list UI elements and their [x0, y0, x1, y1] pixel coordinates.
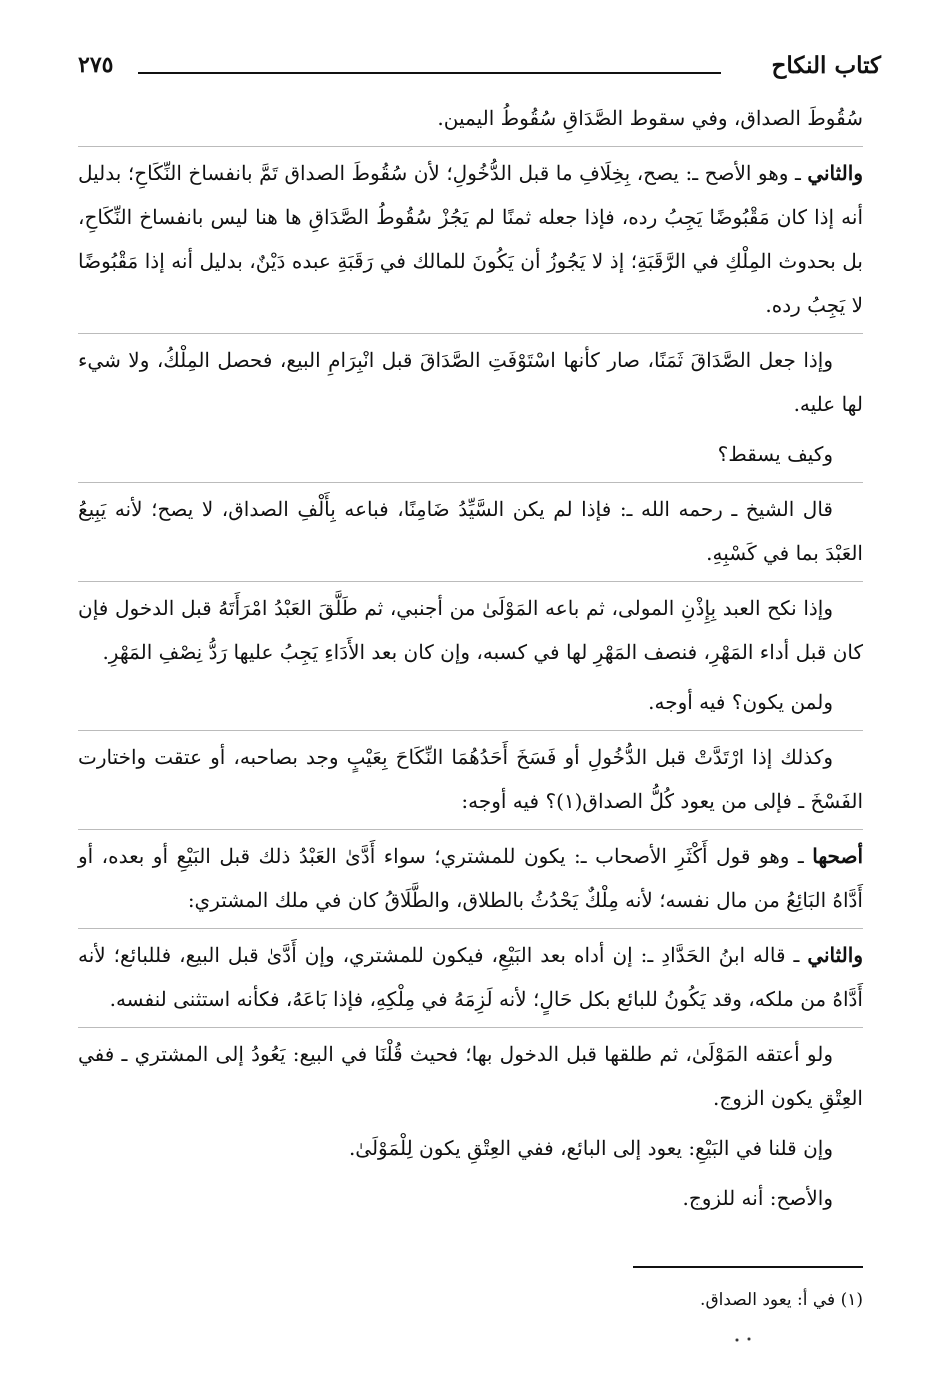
footnote: (١) في أ: يعود الصداق.	[700, 1290, 863, 1310]
paragraph-lead: والثاني	[807, 161, 863, 185]
paragraph: وكيف يسقط؟	[717, 442, 833, 466]
paragraph: ولمن يكون؟ فيه أوجه.	[648, 690, 833, 714]
paragraph: وإذا نكح العبد بِإِذْنِ المولى، ثم باعه المَوْلَىٰ من أجنبي، ثم طَلَّقَ العَبْدُ امْرَأَتَهُ قبل الدخول فإن كان قبل أداء المَهْرِ، فنصف المَهْرِ لها في كسبه، وإن كان بعد الأَدَاءِ يَجِبُ عليها رَدُّ نِصْفِ المَهْرِ.	[78, 581, 863, 674]
running-title: كتاب النكاح	[771, 52, 881, 79]
paragraph: أصحها ـ وهو قول أَكْثَرِ الأصحاب ـ: يكون للمشتري؛ سواء أَدَّىٰ العَبْدُ ذلك قبل البَيْعِ أو بعده، أو أَدَّاهُ البَائِعُ من مال نفسه؛ لأنه مِلْكٌ يَحْدُثُ بالطلاق، والطَّلَاقُ كان في ملك المشتري:	[78, 829, 863, 922]
page-number: ٢٧٥	[78, 52, 114, 78]
paragraph: وإذا جعل الصَّدَاقَ ثَمَنًا، صار كأنها اسْتَوْفَتِ الصَّدَاقَ قبل انْبِرَامِ البيع، فحصل المِلْكُ، ولا شيء لها عليه.	[78, 333, 863, 426]
paragraph: ولو أعتقه المَوْلَىٰ، ثم طلقها قبل الدخول بها؛ فحيث قُلْنَا في البيع: يَعُودُ إلى المشتري ـ ففي العِتْقِ يكون الزوج.	[78, 1027, 863, 1120]
paragraph-lead: والثاني	[807, 943, 863, 967]
footnote-rule	[633, 1266, 863, 1268]
paragraph: سُقُوطَ الصداق، وفي سقوط الصَّدَاقِ سُقُوطُ اليمين.	[437, 106, 863, 130]
main-text	[78, 96, 863, 1226]
paragraph: قال الشيخ ـ رحمه الله ـ: فإذا لم يكن السَّيِّدُ ضَامِنًا، فباعه بِأَلْفِ الصداق، لا يصح؛ لأنه يَبِيعُ العَبْدَ بما في كَسْبِهِ.	[78, 482, 863, 575]
paragraph: وإن قلنا في البَيْعِ: يعود إلى البائع، ففي العِتْقِ يكون لِلْمَوْلَىٰ.	[348, 1136, 833, 1160]
paragraph: وكذلك إذا ارْتَدَّتْ قبل الدُّخُولِ أو فَسَخَ أَحَدُهُمَا النِّكَاحَ بِعَيْبٍ وجد بصاحبه، أو عتقت واختارت الفَسْخَ ـ فإلى من يعود كُلُّ الصداق(١)؟ فيه أوجه:	[78, 730, 863, 823]
scan-specks	[735, 1336, 753, 1344]
paragraph: والأصح: أنه للزوج.	[682, 1186, 833, 1210]
paragraph: والثاني ـ قاله ابنُ الحَدَّادِ ـ: إن أداه بعد البَيْعِ، فيكون للمشتري، وإن أَدَّىٰ قبل البيع، فللبائع؛ لأنه أَدَّاهُ من ملكه، وقد يَكُونُ للبائع بكل حَالٍ؛ لأنه لَزِمَهُ في مِلْكِهِ، فإذا بَاعَهُ، فكأنه استثنى لنفسه.	[78, 928, 863, 1021]
page-header	[78, 52, 881, 92]
paragraph-lead: أصحها	[812, 844, 863, 868]
header-rule	[138, 72, 721, 74]
paragraph: والثاني ـ وهو الأصح ـ: يصح، بِخِلَافِ ما قبل الدُّخُولِ؛ لأن سُقُوطَ الصداق تَمَّ بانفساخ النِّكَاحِ؛ بدليل أنه إذا كان مَقْبُوضًا يَجِبُ رده، فإذا جعله ثمنًا لم يَجُزْ سُقُوطُ الصَّدَاقِ ها هنا ليس بانفساخ النِّكَاحِ، بل بحدوث المِلْكِ في الرَّقَبَةِ؛ إذ لا يَجُوزُ أن يَكُونَ للمالك في رَقَبَةِ عبده دَيْنٌ، بدليل أنه إذا مَقْبُوضًا لا يَجِبُ رده.	[78, 146, 863, 327]
